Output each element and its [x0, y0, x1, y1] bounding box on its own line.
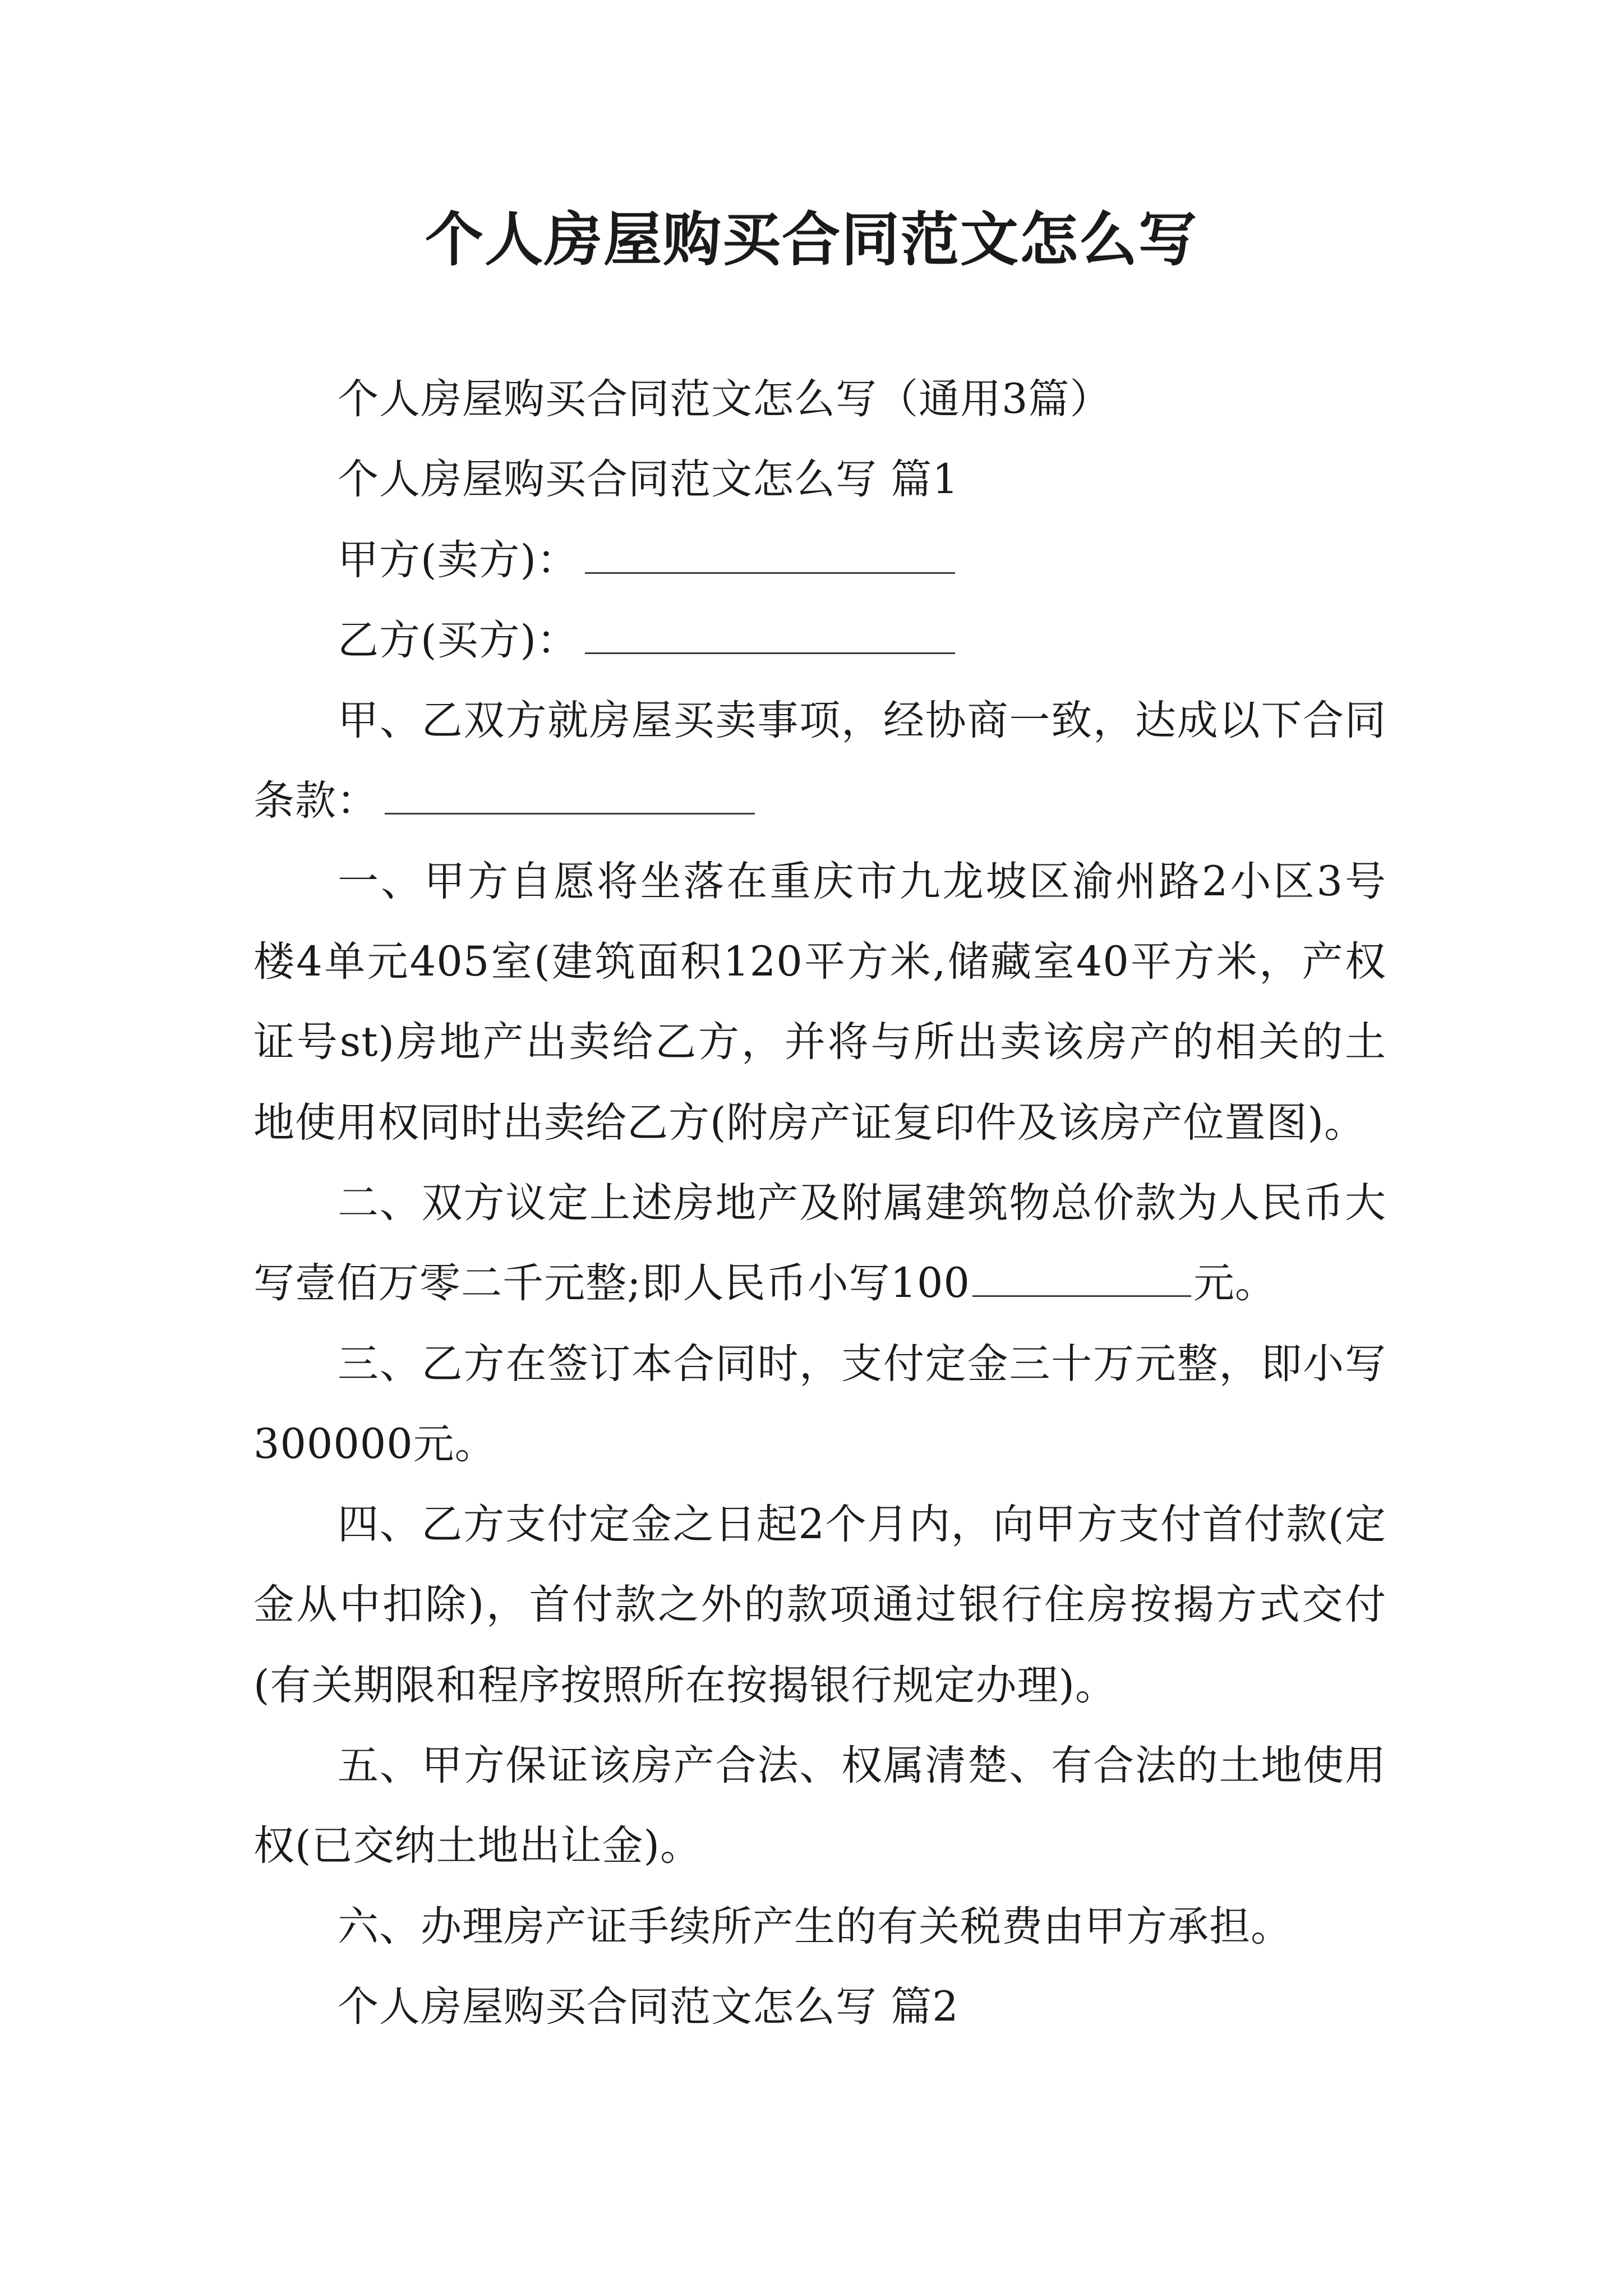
- intro-text: 甲、乙双方就房屋买卖事项，经协商一致，达成以下合同条款：: [253, 697, 1386, 825]
- clause-5: 五、甲方保证该房产合法、权属清楚、有合法的土地使用权(已交纳土地出让金)。: [253, 1742, 1386, 1870]
- section-1-heading: 个人房屋购买合同范文怎么写 篇1: [338, 455, 959, 504]
- party-a-blank: [585, 533, 955, 573]
- intro-paragraph: [253, 680, 1386, 841]
- clause-4: 四、乙方支付定金之日起2个月内，向甲方支付首付款(定金从中扣除)，首付款之外的款项通过银行住房按揭方式交付(有关期限和程序按照所在按揭银行规定办理)。: [253, 1501, 1386, 1709]
- party-b-line: [253, 600, 1386, 680]
- section-2-heading: 个人房屋购买合同范文怎么写 篇2: [338, 1982, 959, 2031]
- party-a-line: [253, 520, 1386, 600]
- clause-2-blank: [972, 1257, 1191, 1297]
- party-b-blank: [585, 614, 955, 654]
- intro-blank: [385, 774, 755, 815]
- party-a-label: 甲方(卖方)：: [338, 536, 578, 584]
- subtitle-line: 个人房屋购买合同范文怎么写（通用3篇）: [338, 375, 1112, 423]
- document-title: 个人房屋购买合同范文怎么写: [425, 205, 1198, 274]
- clause-2-text: 二、双方议定上述房地产及附属建筑物总价款为人民币大写壹佰万零二千元整;即人民币小写100: [253, 1179, 1386, 1308]
- clause-2-end: 元。: [1193, 1259, 1276, 1308]
- clause-3: 三、乙方在签订本合同时，支付定金三十万元整，即小写300000元。: [253, 1340, 1386, 1468]
- clause-1: 一、甲方自愿将坐落在重庆市九龙坡区渝州路2小区3号楼4单元405室(建筑面积120平方米,储藏室40平方米，产权证号st)房地产出卖给乙方，并将与所出卖该房产的相关的土地使用权同时出卖给乙方(附房产证复印件及该房产位置图)。: [253, 857, 1386, 1147]
- party-b-label: 乙方(买方)：: [338, 616, 578, 664]
- clause-2: [253, 1163, 1386, 1324]
- document-body: [253, 359, 1386, 2047]
- clause-6: 六、办理房产证手续所产生的有关税费由甲方承担。: [338, 1902, 1292, 1950]
